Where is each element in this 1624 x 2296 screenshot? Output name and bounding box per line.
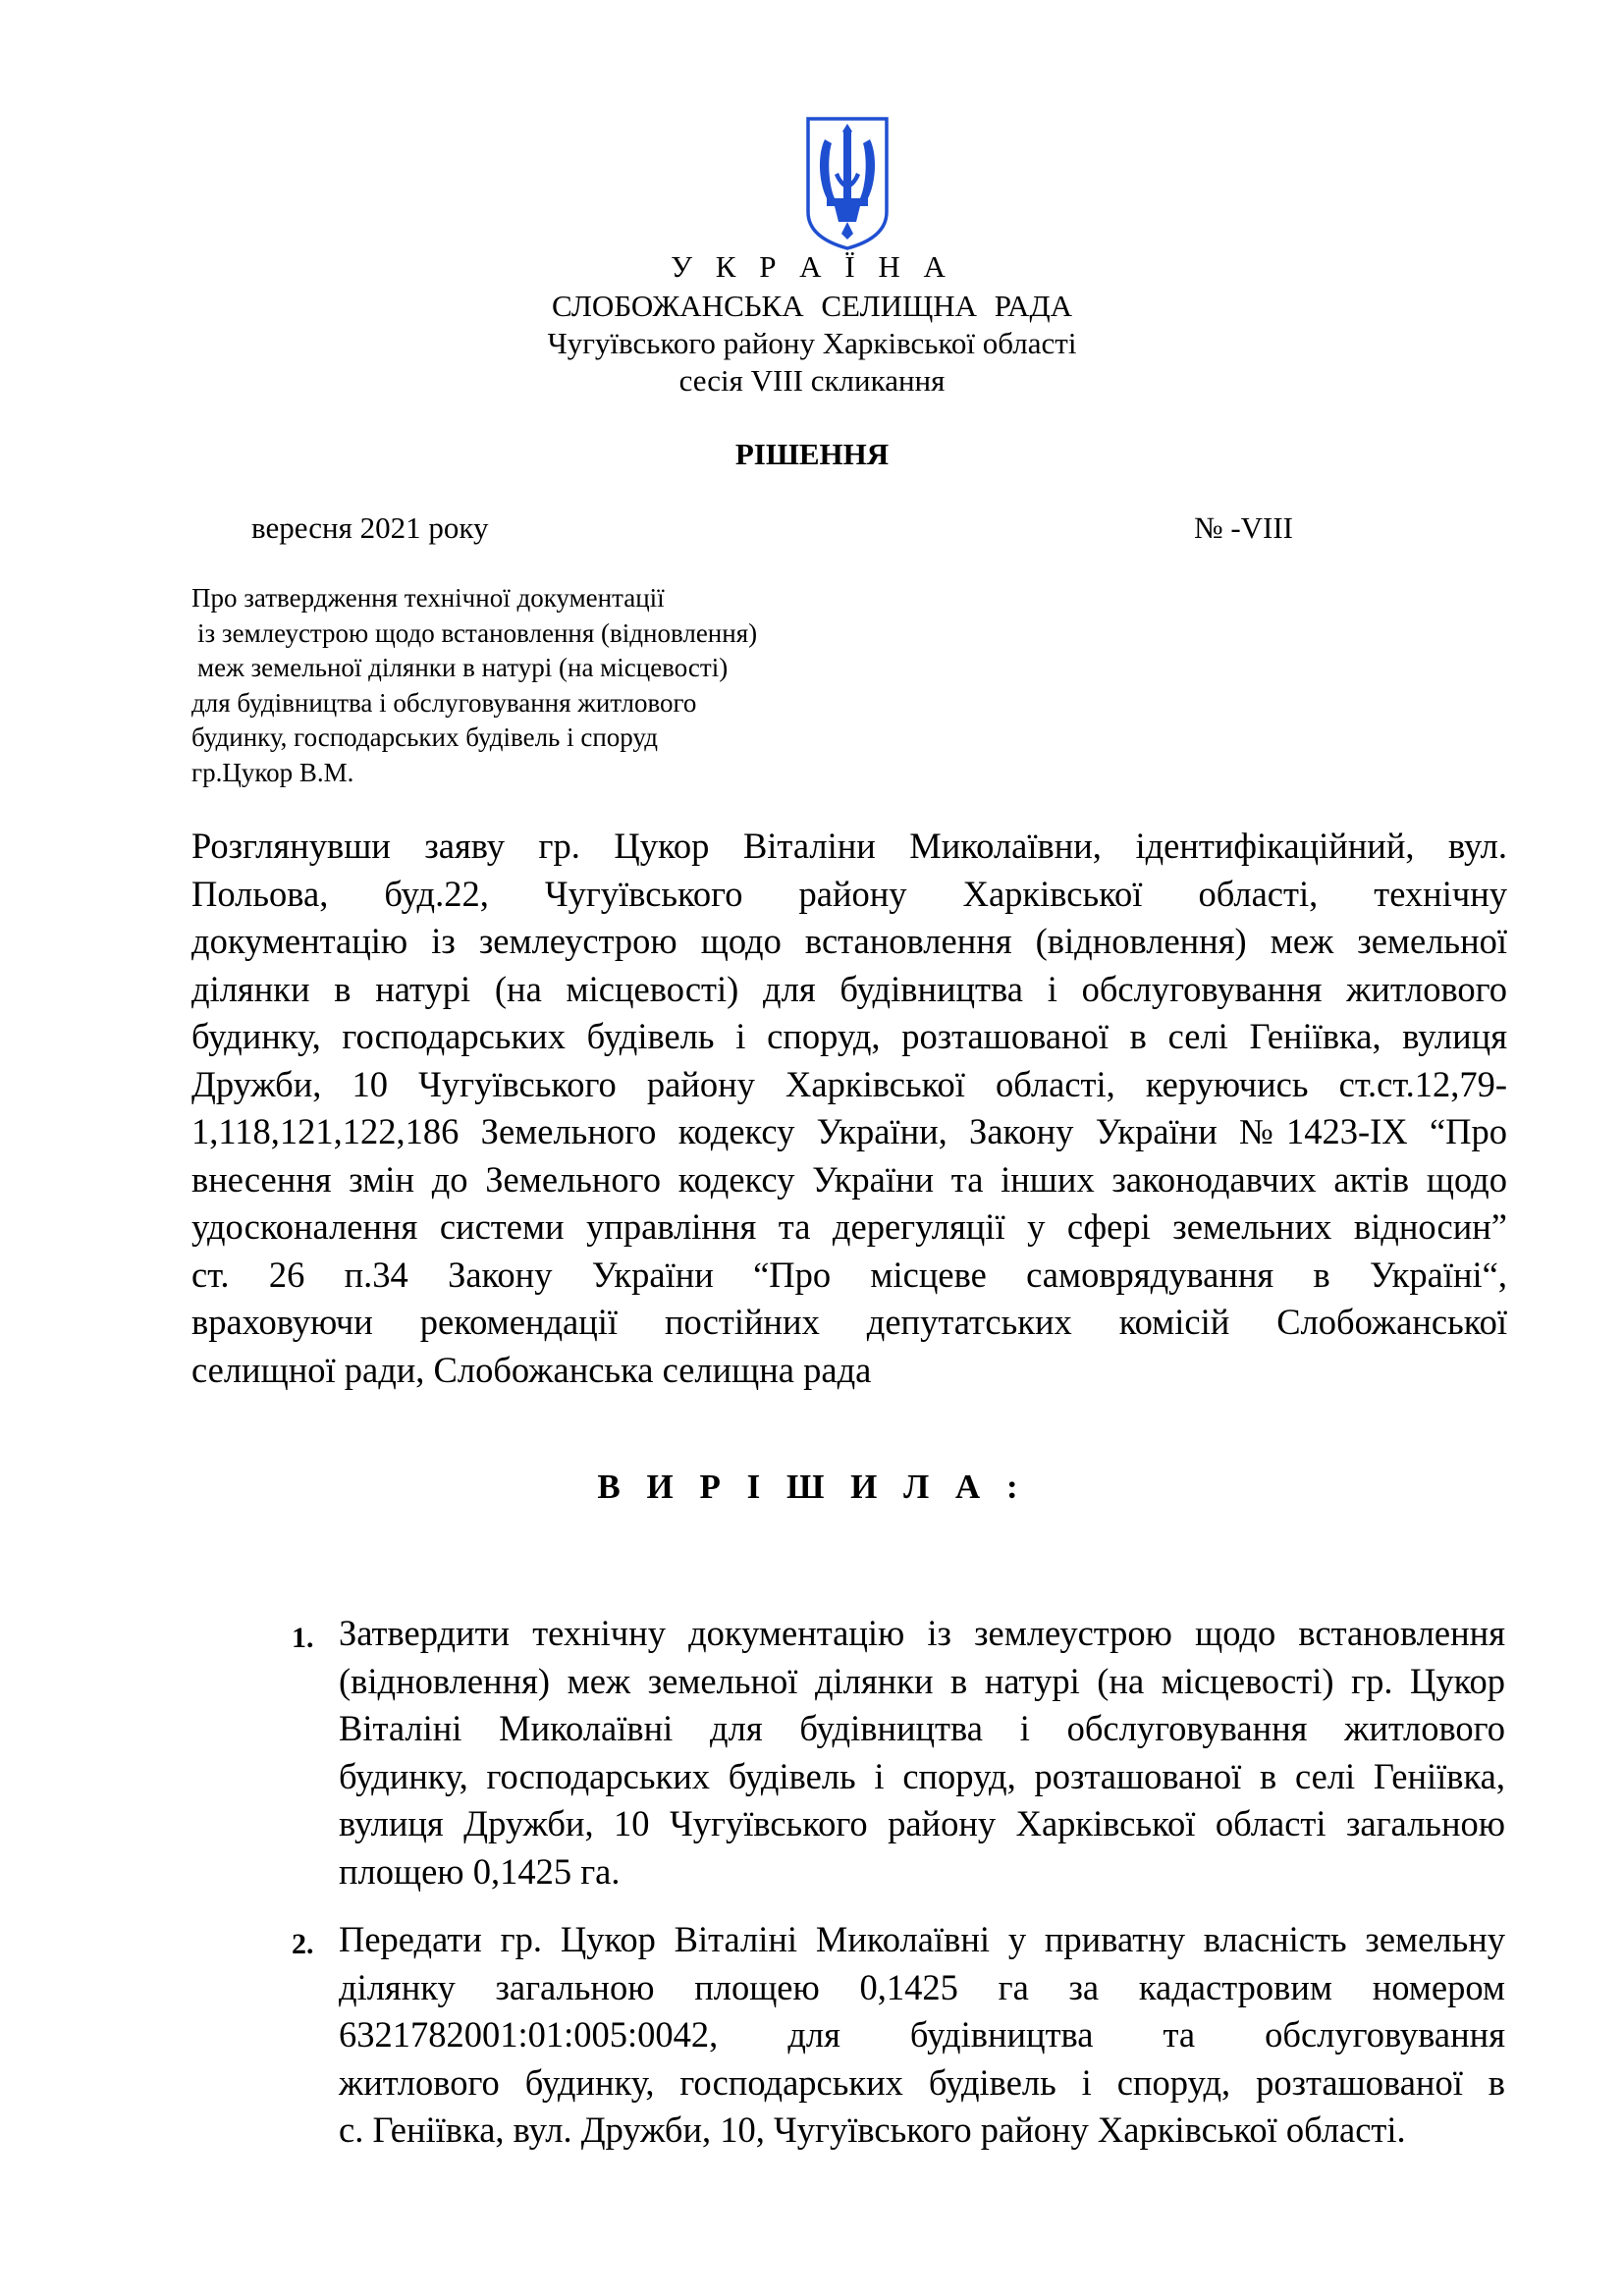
item-number: 1. — [292, 1622, 314, 1654]
preamble-line: Польова, буд.22, Чугуївського району Харківської області, технічну — [191, 873, 1507, 914]
item-line: (відновлення) меж земельної ділянки в натурі (на місцевості) гр. Цукор — [339, 1660, 1505, 1701]
preamble-line: Дружби, 10 Чугуївського району Харківської області, керуючись ст.ст.12,79- — [191, 1063, 1507, 1104]
preamble-line: удосконалення системи управління та дерегуляції у сфері земельних відносин” — [191, 1206, 1507, 1247]
subject-line: будинку, господарських будівель і споруд — [191, 722, 658, 752]
subject-line: меж земельної ділянки в натурі (на місцевості) — [197, 653, 729, 682]
preamble-line: будинку, господарських будівель і споруд, розташованої в селі Геніївка, вулиця — [191, 1016, 1507, 1056]
country-name: У К Р А Ї Н А — [671, 249, 953, 284]
document-type-title: РІШЕННЯ — [734, 437, 890, 471]
trident-coat-of-arms-icon — [805, 116, 890, 251]
item-line: Затвердити технічну документацію із землеустрою щодо встановлення — [339, 1613, 1505, 1653]
preamble-line: Розглянувши заяву гр. Цукор Віталіни Миколаївни, ідентифікаційний, вул. — [191, 826, 1507, 866]
subject-line: для будівництва і обслуговування житлового — [191, 687, 697, 718]
item-line: площею 0,1425 га. — [339, 1850, 621, 1892]
item-line: 6321782001:01:005:0042, для будівництва та обслуговування — [339, 2014, 1505, 2055]
item-number: 2. — [292, 1928, 314, 1960]
decision-subject — [191, 581, 938, 790]
decision-date: вересня 2021 року — [251, 510, 489, 545]
subject-line: із землеустрою щодо встановлення (відновлення) — [197, 617, 758, 648]
item-line: вулиця Дружби, 10 Чугуївського району Харківської області загальною — [339, 1803, 1505, 1843]
preamble-line: внесення змін до Земельного кодексу України та інших законодавчих актів щодо — [191, 1158, 1507, 1200]
district-name: Чугуївського району Харківської області — [547, 326, 1077, 360]
preamble-paragraph — [191, 823, 1507, 1394]
item-line: житлового будинку, господарських будівель і споруд, розташованої в — [339, 2061, 1505, 2103]
item-text — [339, 1610, 1505, 1896]
council-name: СЛОБОЖАНСЬКА СЕЛИЩНА РАДА — [552, 289, 1072, 323]
subject-line: Про затвердження технічної документації — [191, 583, 665, 613]
session-label: сесія VIII скликання — [678, 363, 946, 398]
preamble-line: 1,118,121,122,186 Земельного кодексу України, Закону України №1423-ІХ “Про — [191, 1111, 1507, 1151]
item-line: ділянку загальною площею 0,1425 га за кадастровим номером — [339, 1966, 1505, 2007]
decided-heading: В И Р І Ш И Л А : — [597, 1468, 1027, 1506]
subject-line: гр.Цукор В.М. — [191, 757, 354, 787]
item-line: будинку, господарських будівель і споруд, розташованої в селі Геніївка, — [339, 1755, 1505, 1796]
item-line: Віталіні Миколаївні для будівництва і обслуговування житлового — [339, 1708, 1505, 1748]
decision-number: № -VIII — [1194, 510, 1294, 545]
preamble-line: селищної ради, Слобожанська селищна рада — [191, 1349, 872, 1390]
item-line: Передати гр. Цукор Віталіні Миколаївні у приватну власність земельну — [339, 1919, 1505, 1959]
preamble-line: враховуючи рекомендації постійних депутатських комісій Слобожанської — [191, 1302, 1507, 1342]
item-text — [339, 1916, 1505, 2155]
preamble-line: ст. 26 п.34 Закону України “Про місцеве самоврядування в Україні“, — [191, 1254, 1507, 1295]
item-line: с. Геніївка, вул. Дружби, 10, Чугуївського району Харківської області. — [339, 2109, 1406, 2150]
preamble-line: документацію із землеустрою щодо встановлення (відновлення) меж земельної — [191, 921, 1507, 961]
preamble-line: ділянки в натурі (на місцевості) для будівництва і обслуговування житлового — [191, 968, 1507, 1009]
